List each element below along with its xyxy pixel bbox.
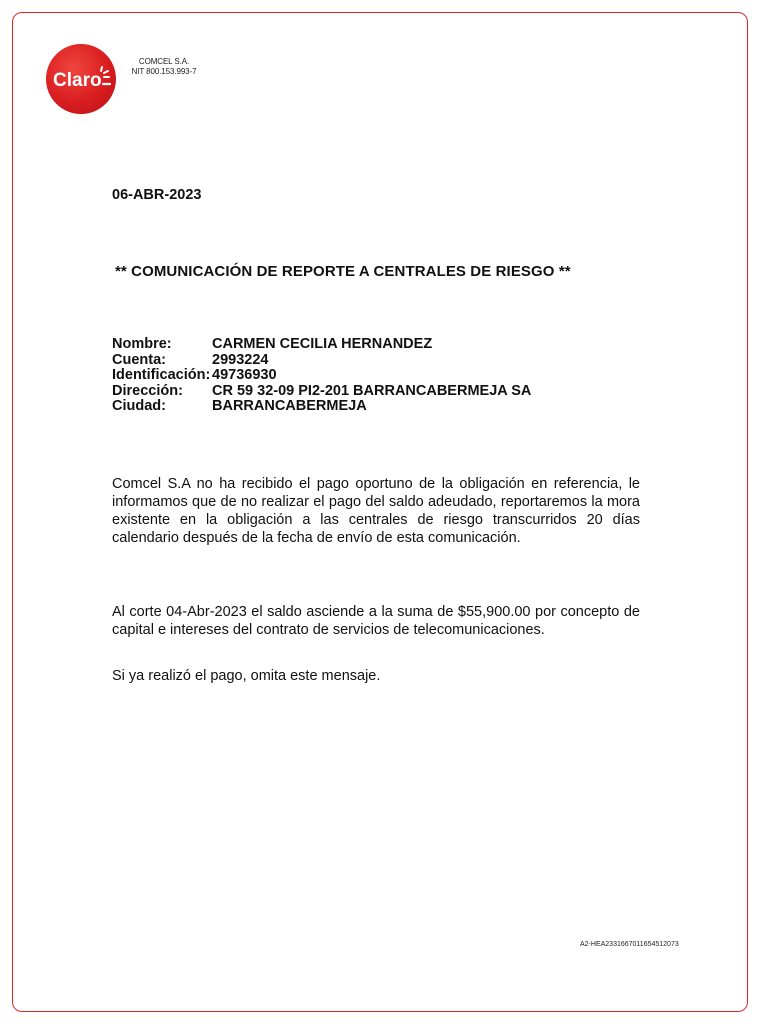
field-value: CARMEN CECILIA HERNANDEZ (212, 336, 433, 352)
paragraph-balance: Al corte 04-Abr-2023 el saldo asciende a la suma de $55,900.00 por concepto de capital e intereses del contrato de servicios de telecomunicaciones. (112, 604, 640, 638)
svg-text:Claro: Claro (53, 70, 102, 91)
field-label: Identificación: (112, 367, 211, 383)
field-value: BARRANCABERMEJA (212, 398, 367, 414)
field-label: Cuenta: (112, 351, 166, 368)
claro-logo (46, 44, 116, 114)
reference-code: A2-HEA2331667011654512073 (580, 941, 679, 948)
field-value: 49736930 (212, 367, 277, 383)
claro-logo-mark (46, 44, 116, 114)
field-value: CR 59 32-09 PI2-201 BARRANCABERMEJA SA (212, 382, 532, 399)
paragraph-disclaimer: Si ya realizó el pago, omita este mensaje. (112, 668, 381, 684)
field-value: 2993224 (212, 351, 269, 368)
field-label: Dirección: (112, 382, 183, 399)
paragraph-notice: Comcel S.A no ha recibido el pago oportuno de la obligación en referencia, le informamos que de no realizar el pago del saldo adeudado, reportaremos la mora existente en la obligación a las centrales de riesgo transcurridos 20 días calendario después de la fecha de envío de esta comunicación. (112, 476, 640, 546)
company-nit: NIT 800.153.993-7 (131, 67, 197, 76)
field-label: Nombre: (112, 336, 172, 352)
letter-title: ** COMUNICACIÓN DE REPORTE A CENTRALES DE RIESGO ** (115, 263, 571, 280)
company-info (126, 57, 202, 77)
company-name: COMCEL S.A. (138, 57, 190, 66)
field-label: Ciudad: (112, 398, 166, 414)
letter-date: 06-ABR-2023 (112, 187, 202, 203)
